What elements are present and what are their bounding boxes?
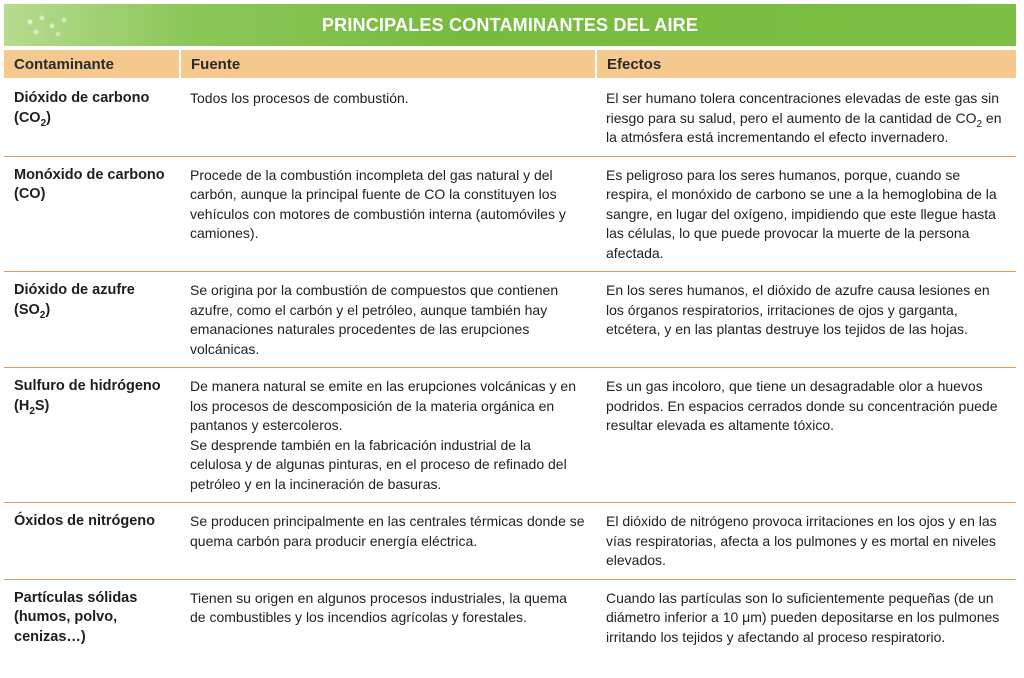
header-fuente: Fuente	[180, 50, 596, 78]
pollutant-formula: $(CO_2)$	[14, 109, 51, 129]
pollutant-source: De manera natural se emite en las erupciones volcánicas y en los procesos de descomposición de la materia orgánica en pantanos y estercoleros. Se desprende también en la fabricación industrial de la celulosa y de algunas pinturas, en el proceso de refinado del petróleo y en la incineración de basuras.	[180, 368, 596, 503]
pollutant-effects: En los seres humanos, el dióxido de azufre causa lesiones en los órganos respiratorios, irritaciones de ojos y garganta, etcétera, y en las plantas destruye los tejidos de las hojas.	[596, 272, 1016, 368]
table-title: PRINCIPALES CONTAMINANTES DEL AIRE	[321, 14, 699, 35]
header-efectos: Efectos	[596, 50, 1016, 78]
title-bar	[4, 4, 1016, 46]
table-row	[4, 368, 1016, 503]
pollutant-source: Se origina por la combustión de compuestos que contienen azufre, como el carbón y el petróleo, aunque también hay emanaciones naturales procedentes de las erupciones volcánicas.	[180, 272, 596, 368]
pollutant-effects: El ser humano tolera concentraciones elevadas de este gas sin riesgo para su salud, pero el aumento de la cantidad de $CO_2$ en la atmósfera está incrementando el efecto invernadero.	[606, 90, 1002, 145]
pollutant-formula: (CO)	[14, 186, 46, 202]
pollutant-formula: $(SO_2)$	[14, 301, 51, 321]
pollutant-source: Se producen principalmente en las centrales térmicas donde se quema carbón para producir energía eléctrica.	[180, 503, 596, 580]
table-row	[4, 503, 1016, 580]
leaf-pattern-icon	[22, 12, 76, 38]
table-row	[4, 579, 1016, 655]
pollutant-source: Procede de la combustión incompleta del gas natural y del carbón, aunque la principal fuente de CO la constituyen los vehículos con motores de combustión interna (automóviles y camiones).	[180, 156, 596, 272]
pollutant-name: Sulfuro de hidrógeno $(H_2S)$	[4, 368, 180, 503]
pollutant-name: Óxidos de nitrógeno	[4, 503, 180, 580]
pollutants-table	[4, 50, 1016, 655]
pollutant-effects: Es un gas incoloro, que tiene un desagradable olor a huevos podridos. En espacios cerrados donde su concentración puede resultar elevada es altamente tóxico.	[596, 368, 1016, 503]
table-header-row	[4, 50, 1016, 78]
table-row	[4, 78, 1016, 156]
pollutant-name: Dióxido de azufre $(SO_2)$	[4, 272, 180, 368]
pollutant-effects: El dióxido de nitrógeno provoca irritaciones en los ojos y en las vías respiratorias, afecta a los pulmones y es mortal en niveles elevados.	[596, 503, 1016, 580]
header-contaminante: Contaminante	[4, 50, 180, 78]
pollutant-name: Dióxido de carbono $(CO_2)$	[4, 78, 180, 156]
table-row	[4, 156, 1016, 272]
pollutant-effects: Cuando las partículas son lo suficientemente pequeñas (de un diámetro inferior a 10 μm) pueden depositarse en los pulmones irritando los tejidos y afectando al proceso respiratorio.	[596, 579, 1016, 655]
pollutant-name: Monóxido de carbono (CO)	[4, 156, 180, 272]
pollutant-name: Partículas sólidas (humos, polvo, cenizas…)	[4, 579, 180, 655]
pollutant-formula: $(H_2S)$	[14, 397, 50, 417]
pollutant-effects: Es peligroso para los seres humanos, porque, cuando se respira, el monóxido de carbono se une a la hemoglobina de la sangre, en lugar del oxígeno, impidiendo que este llegue hasta las células, lo que puede provocar la muerte de la persona afectada.	[596, 156, 1016, 272]
table-row	[4, 272, 1016, 368]
pollutant-source: Tienen su origen en algunos procesos industriales, la quema de combustibles y los incendios agrícolas y forestales.	[180, 579, 596, 655]
pollutant-source: Todos los procesos de combustión.	[190, 90, 409, 106]
